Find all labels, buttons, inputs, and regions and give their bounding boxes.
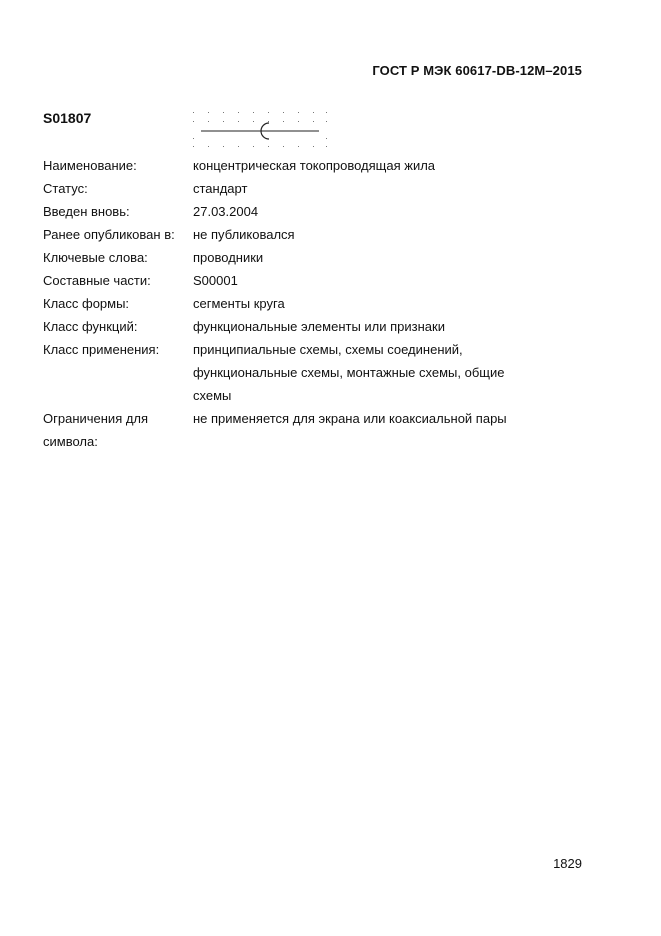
field-row-function-class (43, 315, 563, 338)
field-row-keywords (43, 246, 563, 269)
field-label: Наименование: (43, 158, 137, 173)
field-value: проводники (193, 250, 264, 265)
field-row-introduced (43, 200, 563, 223)
field-row-status (43, 177, 563, 200)
page-number: 1829 (553, 856, 582, 871)
field-value: принципиальные схемы, схемы соединений, функциональные схемы, монтажные схемы, общие схемы (193, 342, 505, 403)
field-label: Составные части: (43, 273, 151, 288)
field-value: S00001 (193, 273, 238, 288)
field-row-previously-published (43, 223, 563, 246)
field-row-components (43, 269, 563, 292)
field-row-shape-class (43, 292, 563, 315)
field-label: Класс применения: (43, 342, 160, 357)
field-label: Введен вновь: (43, 204, 130, 219)
field-value: сегменты круга (193, 296, 285, 311)
field-label: Статус: (43, 181, 88, 196)
field-value: не применяется для экрана или коаксиальной пары (193, 411, 507, 426)
field-row-restrictions (43, 407, 563, 453)
field-label: Ограничения для символа: (43, 411, 149, 449)
field-value: функциональные элементы или признаки (193, 319, 445, 334)
field-label: Класс функций: (43, 319, 138, 334)
field-value: концентрическая токопроводящая жила (193, 158, 436, 173)
field-row-name (43, 154, 563, 177)
field-label: Класс формы: (43, 296, 130, 311)
field-value: стандарт (193, 181, 248, 196)
field-label: Ключевые слова: (43, 250, 148, 265)
attribute-list (43, 154, 563, 453)
field-label: Ранее опубликован в: (43, 227, 175, 242)
field-value: 27.03.2004 (193, 204, 259, 219)
field-row-application-class (43, 338, 563, 407)
standard-header: ГОСТ Р МЭК 60617-DB-12М–2015 (372, 63, 582, 78)
symbol-grid (193, 112, 327, 147)
field-value: не публиковался (193, 227, 295, 242)
concentric-conductor-symbol-icon (193, 110, 329, 150)
symbol-code: S01807 (43, 110, 92, 126)
